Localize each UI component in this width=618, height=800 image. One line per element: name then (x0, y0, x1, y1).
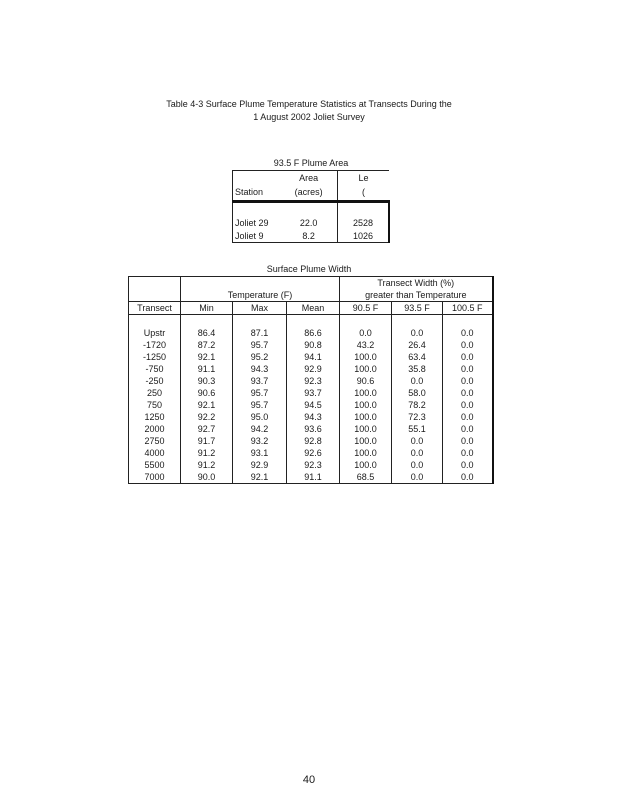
value-cell: 0.0 (443, 339, 493, 351)
value-cell: 90.6 (340, 375, 392, 387)
value-cell: 92.7 (181, 423, 233, 435)
value-cell: 95.7 (233, 339, 287, 351)
value-cell: 93.1 (233, 447, 287, 459)
transect-cell: -1720 (142, 340, 167, 350)
area-header-top: Area (280, 171, 337, 185)
caption-line-2: 1 August 2002 Joliet Survey (253, 112, 365, 122)
length-header-unit: ( (362, 187, 366, 197)
table-row (233, 229, 390, 243)
value-cell: 92.2 (181, 411, 233, 423)
value-cell: 87.1 (233, 327, 287, 339)
table-row (129, 327, 493, 339)
value-cell: 95.0 (233, 411, 287, 423)
value-cell: 93.7 (233, 375, 287, 387)
transect-cell: 250 (146, 388, 163, 398)
table-row (129, 339, 493, 351)
value-cell: 35.8 (392, 363, 443, 375)
transect-cell: 7000 (129, 471, 181, 484)
value-cell: 72.3 (392, 411, 443, 423)
value-cell: 0.0 (443, 423, 493, 435)
length-value: 2528 (338, 216, 389, 229)
value-cell: 0.0 (392, 327, 443, 339)
area-value: 8.2 (280, 229, 337, 243)
value-cell: 43.2 (340, 339, 392, 351)
value-cell: 93.2 (233, 435, 287, 447)
value-cell: 0.0 (443, 447, 493, 459)
transect-cell: 1250 (144, 412, 165, 422)
page-number: 40 (302, 774, 316, 786)
value-cell: 100.0 (340, 363, 392, 375)
value-cell: 90.0 (181, 471, 233, 484)
value-cell: 0.0 (443, 387, 493, 399)
value-cell: 0.0 (392, 471, 443, 484)
value-cell: 0.0 (443, 435, 493, 447)
transect-cell: 4000 (144, 448, 165, 458)
table-row (129, 375, 493, 387)
transect-cell: 750 (146, 400, 163, 410)
table-caption (0, 99, 618, 122)
column-header: 100.5 F (443, 302, 493, 315)
length-header-top: Le (358, 172, 369, 183)
table-row (233, 216, 390, 229)
table-row (129, 387, 493, 399)
table-row (129, 435, 493, 447)
column-header: 90.5 F (340, 302, 392, 315)
table-row (129, 399, 493, 411)
transect-cell: -250 (145, 376, 164, 386)
value-cell: 26.4 (392, 339, 443, 351)
transect-cell: 5500 (144, 460, 165, 470)
value-cell: 0.0 (443, 327, 493, 339)
value-cell: 92.9 (233, 459, 287, 471)
table-row (129, 459, 493, 471)
station-name: Joliet 9 (233, 229, 281, 243)
value-cell: 0.0 (443, 411, 493, 423)
plume-area-title: 93.5 F Plume Area (273, 158, 349, 168)
plume-width-table (128, 276, 492, 484)
table-row (129, 411, 493, 423)
value-cell: 94.1 (287, 351, 340, 363)
table-row (129, 471, 493, 484)
value-cell: 91.2 (181, 459, 233, 471)
column-header: Mean (287, 302, 340, 315)
column-header: Max (233, 302, 287, 315)
value-cell: 86.4 (181, 327, 233, 339)
value-cell: 0.0 (443, 351, 493, 363)
value-cell: 100.0 (340, 411, 392, 423)
value-cell: 92.1 (181, 351, 233, 363)
value-cell: 93.7 (287, 387, 340, 399)
transect-cell: -750 (145, 364, 164, 374)
column-header: 93.5 F (392, 302, 443, 315)
value-cell: 0.0 (443, 399, 493, 411)
length-value: 1026 (338, 229, 389, 243)
caption-line-1: Table 4-3 Surface Plume Temperature Statistics at Transects During the (166, 99, 452, 109)
value-cell: 93.6 (287, 423, 340, 435)
value-cell: 86.6 (287, 327, 340, 339)
value-cell: 94.5 (287, 399, 340, 411)
value-cell: 0.0 (340, 327, 392, 339)
value-cell: 92.1 (181, 399, 233, 411)
value-cell: 0.0 (443, 363, 493, 375)
value-cell: 58.0 (392, 387, 443, 399)
value-cell: 63.4 (392, 351, 443, 363)
column-header: Min (181, 302, 233, 315)
value-cell: 94.3 (233, 363, 287, 375)
value-cell: 95.7 (233, 399, 287, 411)
station-name: Joliet 29 (233, 216, 281, 229)
value-cell: 91.1 (287, 471, 340, 484)
value-cell: 91.2 (181, 447, 233, 459)
transect-cell: 2000 (144, 424, 165, 434)
value-cell: 90.3 (181, 375, 233, 387)
value-cell: 92.8 (287, 435, 340, 447)
value-cell: 87.2 (181, 339, 233, 351)
value-cell: 100.0 (340, 435, 392, 447)
value-cell: 90.8 (287, 339, 340, 351)
value-cell: 94.2 (233, 423, 287, 435)
transect-cell: 2750 (144, 436, 165, 446)
value-cell: 92.3 (287, 375, 340, 387)
value-cell: 90.6 (181, 387, 233, 399)
value-cell: 0.0 (392, 447, 443, 459)
value-cell: 0.0 (443, 459, 493, 471)
table-row (129, 363, 493, 375)
value-cell: 91.7 (181, 435, 233, 447)
transect-cell: -1250 (142, 352, 167, 362)
area-header-unit: (acres) (280, 184, 337, 202)
value-cell: 0.0 (392, 459, 443, 471)
value-cell: 100.0 (340, 399, 392, 411)
value-cell: 100.0 (340, 387, 392, 399)
value-cell: 100.0 (340, 447, 392, 459)
area-value: 22.0 (280, 216, 337, 229)
plume-width-title: Surface Plume Width (266, 264, 352, 274)
value-cell: 78.2 (392, 399, 443, 411)
table-row (129, 447, 493, 459)
value-cell: 92.6 (287, 447, 340, 459)
column-header: Transect (129, 302, 181, 315)
station-header: Station (233, 184, 281, 202)
value-cell: 94.3 (287, 411, 340, 423)
value-cell: 0.0 (443, 471, 493, 484)
value-cell: 91.1 (181, 363, 233, 375)
table-row (129, 423, 493, 435)
plume-area-table (232, 170, 390, 243)
transect-cell: Upstr (143, 328, 166, 338)
table-row (129, 351, 493, 363)
value-cell: 95.7 (233, 387, 287, 399)
temperature-group-header: Temperature (F) (181, 289, 340, 302)
value-cell: 92.9 (287, 363, 340, 375)
value-cell: 0.0 (392, 435, 443, 447)
value-cell: 92.3 (287, 459, 340, 471)
value-cell: 95.2 (233, 351, 287, 363)
value-cell: 100.0 (340, 423, 392, 435)
value-cell: 68.5 (340, 471, 392, 484)
value-cell: 0.0 (392, 375, 443, 387)
width-group-header-line1: Transect Width (%) (340, 277, 493, 290)
value-cell: 55.1 (392, 423, 443, 435)
value-cell: 0.0 (443, 375, 493, 387)
value-cell: 92.1 (233, 471, 287, 484)
value-cell: 100.0 (340, 459, 392, 471)
width-group-header-line2: greater than Temperature (340, 289, 493, 302)
value-cell: 100.0 (340, 351, 392, 363)
